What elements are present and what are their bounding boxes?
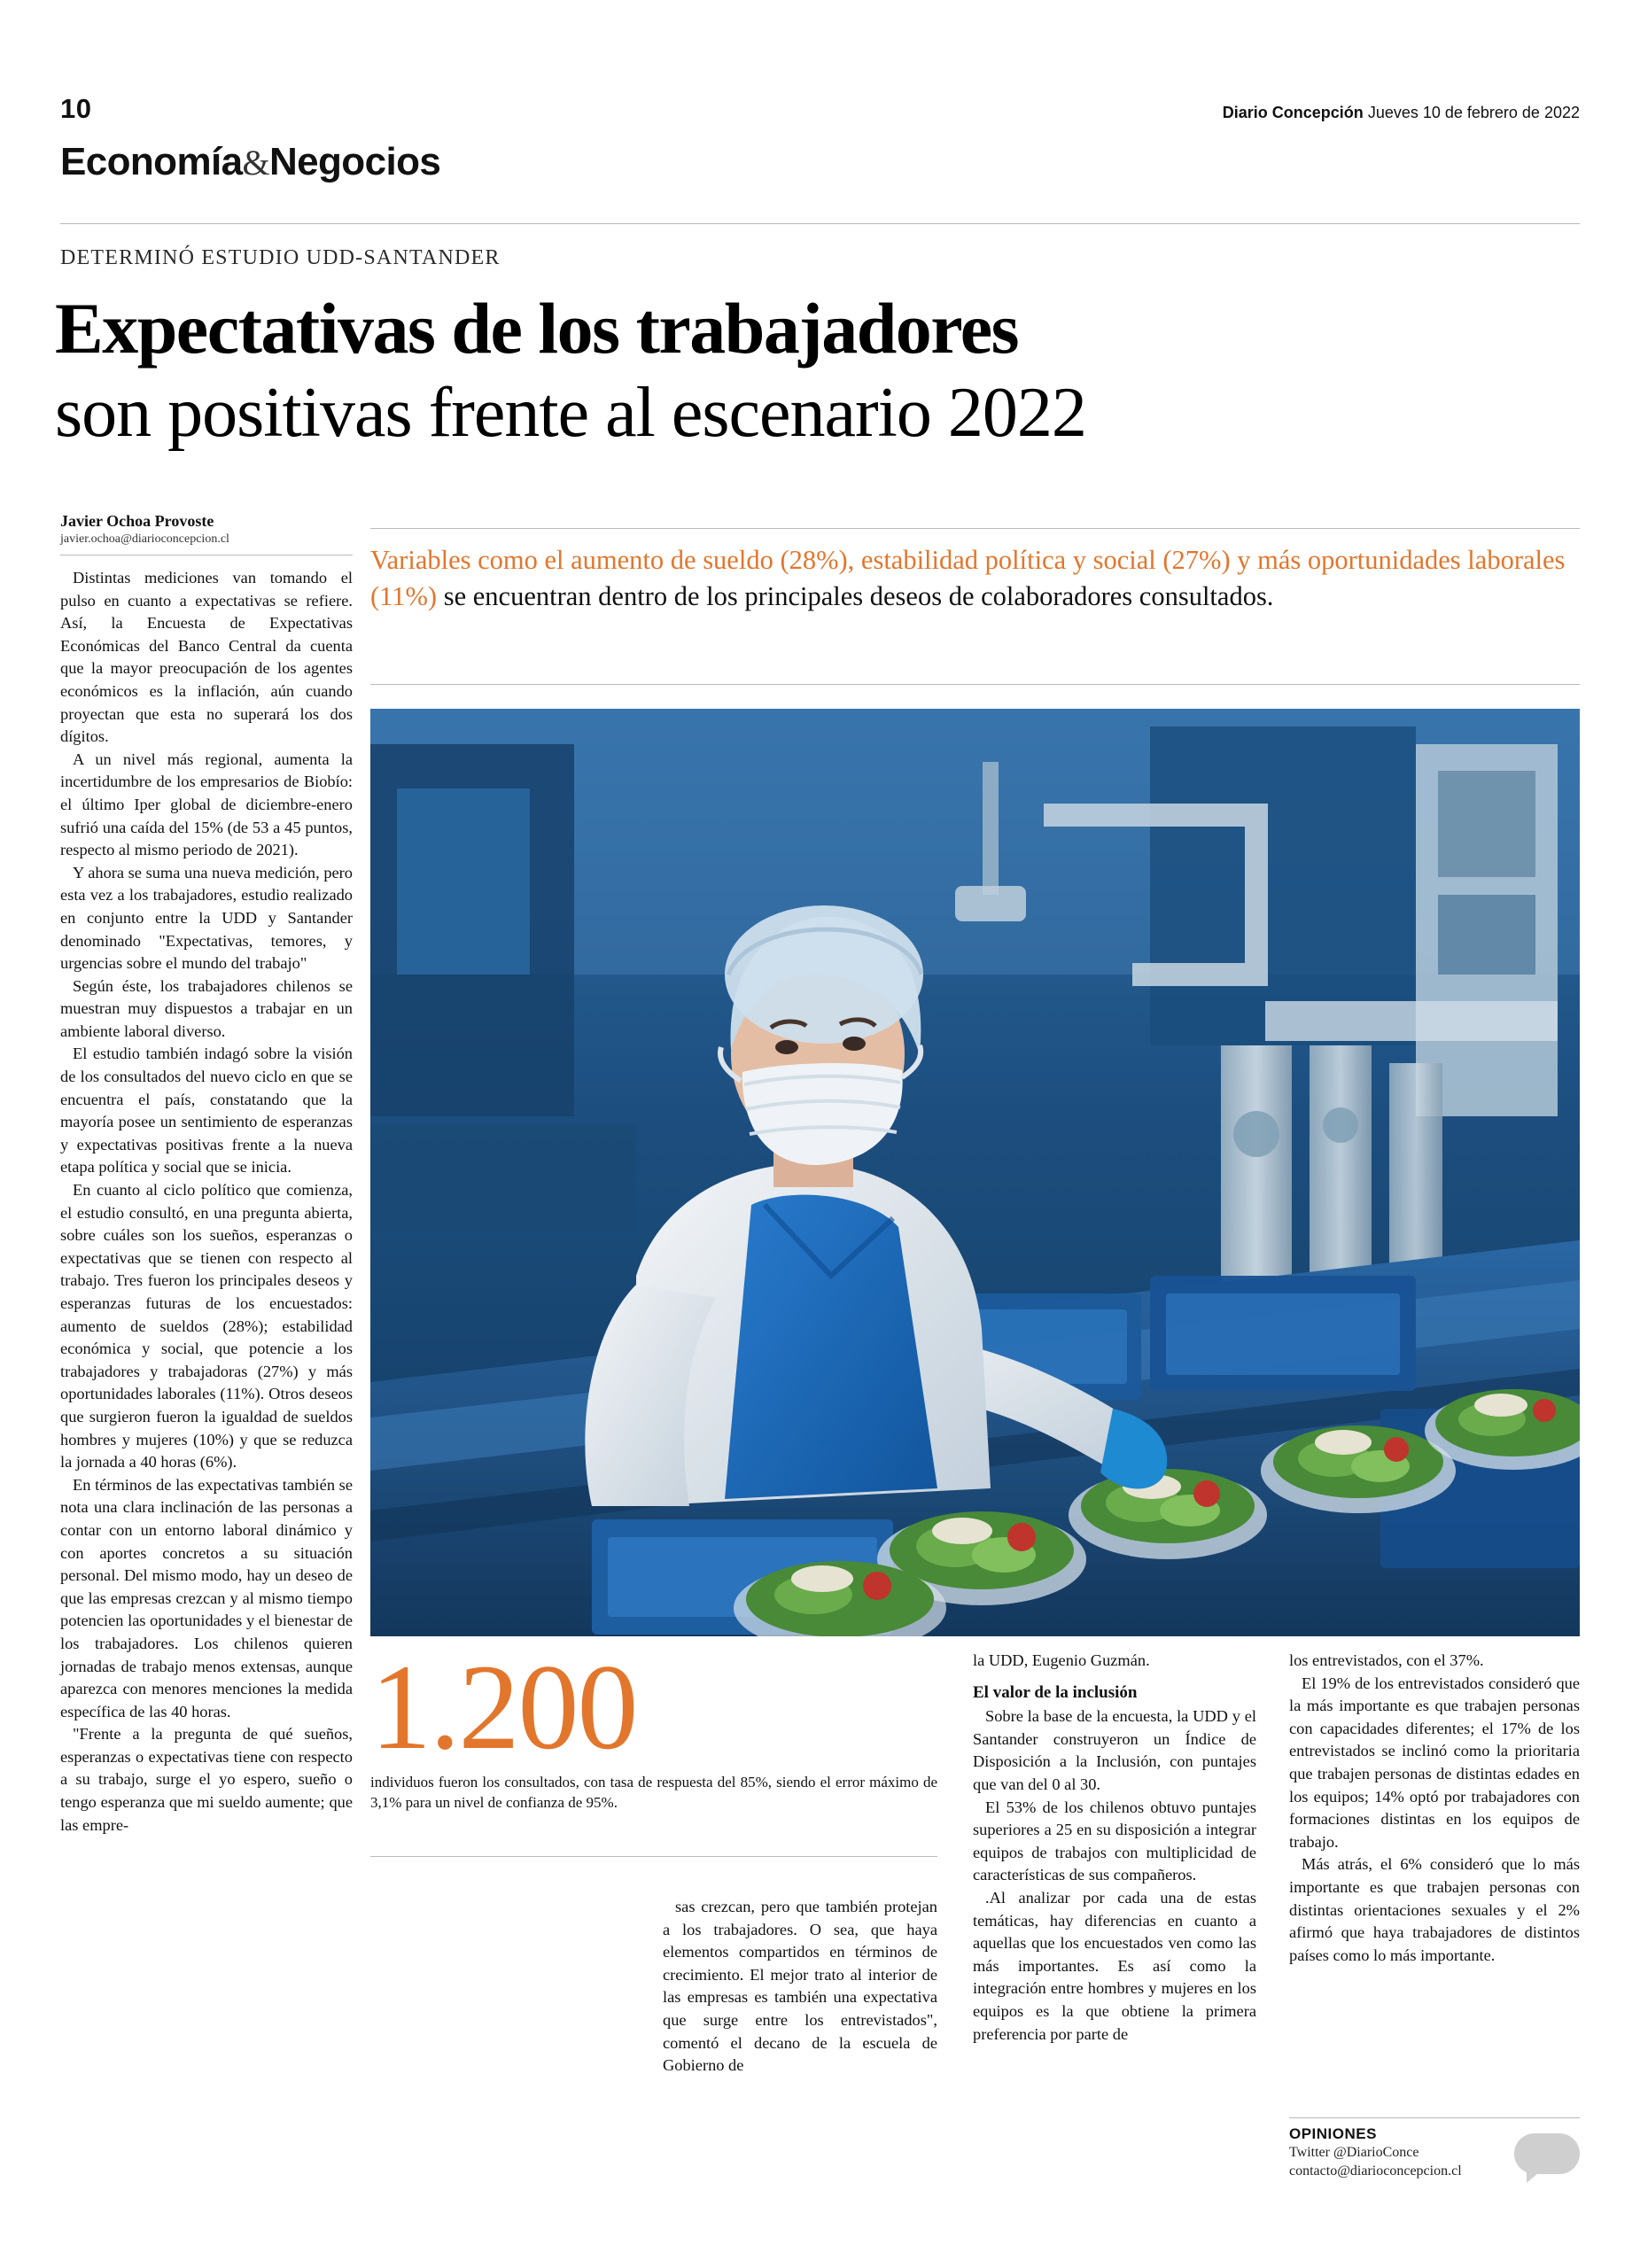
divider-standfirst-bottom (370, 684, 1580, 685)
paragraph: "Frente a la pregunta de qué sueños, esperanzas o expectativas tiene con respecto a su trabajo, surge el yo espero, sueño o tengo esperanza que mi sueldo aumente; que las empre- (60, 1725, 353, 1834)
divider-standfirst-top (370, 528, 1580, 529)
paragraph: Y ahora se suma una nueva medición, pero esta vez a los trabajadores, estudio realizado en conjunto entre la UDD y Santander denominado "Expectativas, temores, y urgencias sobre el mundo del trabajo" (60, 863, 353, 973)
section-title-amp: & (242, 143, 269, 183)
body-column-4 (1289, 1650, 1580, 1967)
paragraph: En términos de las expectativas también se nota una clara inclinación de las personas a contar con un entorno laboral dinámico y con aportes concretos a su situación personal. Del mismo modo, hay un deseo de que las empresas crezcan y al mismo tiempo potencien las oportunidades y el bienestar de los trabajadores. Los chilenos quieren jornadas de trabajo menos extensas, aunque aparezca con menores menciones la medida específica de las 40 horas. (60, 1475, 353, 1720)
paragraph: Más atrás, el 6% consideró que lo más importante es que trabajen personas con distintas orientaciones sexuales y el 2% afirmó que haya trabajadores de distintos países como lo más importante. (1289, 1855, 1580, 1964)
key-figure-caption: individuos fueron los consultados, con tasa de respuesta del 85%, siendo el error máximo de 3,1% para un nivel de confianza de 95%. (370, 1774, 937, 1811)
headline-line-2: son positivas frente al escenario 2022 (55, 374, 1086, 452)
issue-date: Jueves 10 de febrero de 2022 (1367, 104, 1580, 121)
author-name: Javier Ochoa Provoste (60, 512, 214, 530)
opinions-box (1289, 2117, 1580, 2180)
standfirst-highlight: Variables como el aumento de sueldo (28%), estabilidad política y social (27%) y más oportunidades laborales (11%) (370, 545, 1566, 611)
paragraph: .Al analizar por cada una de estas temáticas, hay diferencias en cuanto a aquellas que los encuestados ven como las más importantes. Es así como la integración entre hombres y mujeres en los equipos es la que obtiene la primera preferencia por parte de (973, 1888, 1256, 2043)
section-title-part1: Economía (60, 140, 243, 183)
standfirst (370, 542, 1582, 615)
opinions-twitter[interactable]: Twitter @DiarioConce (1289, 2145, 1419, 2160)
paragraph: En cuanto al ciclo político que comienza, el estudio consultó, en una pregunta abierta, sobre cuáles son los sueños, esperanzas o expectativas que se tienen con respecto al trabajo. Tres fueron los principales deseos y esperanzas futuras de los encuestados: aumento de sueldos (28%); estabilidad económica y social, que potencie a los trabajadores y trabajadoras (27%) y más oportunidades laborales (11%). Otros deseos que surgieron fueron la igualdad de sueldos hombres y mujeres (10%) y que se reduzca la jornada a 40 horas (6%). (60, 1181, 353, 1472)
paragraph: A un nivel más regional, aumenta la incertidumbre de los empresarios de Biobío: el último Iper global de diciembre-enero sufrió una caída del 15% (de 53 a 45 puntos, respecto al mismo periodo de 2021). (60, 750, 353, 859)
body-column-2 (663, 1896, 937, 2078)
key-figure-block (370, 1639, 937, 1813)
author-email[interactable]: javier.ochoa@diarioconcepcion.cl (60, 532, 229, 546)
body-column-1 (60, 567, 353, 1837)
headline (55, 288, 1579, 453)
paragraph: los entrevistados, con el 37%. (1289, 1651, 1484, 1669)
body-column-3 (973, 1650, 1256, 2046)
subheading-inclusion: El valor de la inclusión (973, 1682, 1138, 1702)
paragraph: El 19% de los entrevistados consideró que la más importante es que trabajen personas con capacidades diferentes; el 17% de los entrevistados se inclinó como la prioritaria que trabajen personas de distintas edades en los equipos; 14% optó por trabajadores con formaciones distintas en los equipos de trabajo. (1289, 1674, 1580, 1851)
brand-name: Diario Concepción (1222, 104, 1364, 121)
standfirst-rest: se encuentran dentro de los principales deseos de colaboradores consultados. (437, 581, 1274, 611)
speech-bubble-icon (1514, 2133, 1580, 2174)
opinions-email[interactable]: contacto@diarioconcepcion.cl (1289, 2163, 1462, 2179)
photo-illustration (370, 709, 1580, 1636)
opinions-title: OPINIONES (1289, 2125, 1377, 2142)
divider-key-figure (370, 1856, 937, 1857)
paragraph: Según éste, los trabajadores chilenos se muestran muy dispuestos a trabajar en un ambiente laboral diverso. (60, 976, 353, 1040)
byline (60, 512, 353, 547)
divider-top (60, 223, 1580, 224)
article-kicker: DETERMINÓ ESTUDIO UDD-SANTANDER (60, 246, 501, 269)
page-number: 10 (60, 93, 92, 124)
section-title (60, 140, 440, 184)
masthead (60, 93, 1580, 125)
key-figure-value: 1.200 (370, 1639, 637, 1775)
article-photo (370, 709, 1580, 1636)
divider-opinions (1289, 2117, 1580, 2118)
paragraph: Distintas mediciones van tomando el pulso en cuanto a expectativas se refiere. Así, la Encuesta de Expectativas Económicas del Banco Central da cuenta que la mayor preocupación de los agentes económicos es la inflación, aún cuando proyectan que esta no superará los dos dígitos. (60, 569, 353, 746)
masthead-brand-date (1223, 104, 1580, 122)
paragraph: Sobre la base de la encuesta, la UDD y el Santander construyeron un Índice de Disposición a la Inclusión, con puntajes que van del 0 al 30. (973, 1707, 1256, 1793)
paragraph-lead: la UDD, Eugenio Guzmán. (973, 1651, 1150, 1669)
paragraph: El estudio también indagó sobre la visión de los consultados del nuevo ciclo en que se encuentra el país, constatando que la mayoría posee un sentimiento de esperanzas y expectativas positivas frente a la nueva etapa política y social que se inicia. (60, 1045, 353, 1177)
paragraph: El 53% de los chilenos obtuvo puntajes superiores a 25 en su disposición a integrar equipos de trabajos con multiplicidad de características de sus compañeros. (973, 1798, 1256, 1884)
section-title-part2: Negocios (268, 140, 441, 183)
headline-line-1: Expectativas de los trabajadores (55, 288, 1019, 369)
paragraph: sas crezcan, pero que también protejan a los trabajadores. O sea, que haya elementos compartidos en términos de crecimiento. El mejor trato al interior de las empresas es también una expectativa que surge entre los entrevistados", comentó el decano de la escuela de Gobierno de (663, 1898, 937, 2075)
